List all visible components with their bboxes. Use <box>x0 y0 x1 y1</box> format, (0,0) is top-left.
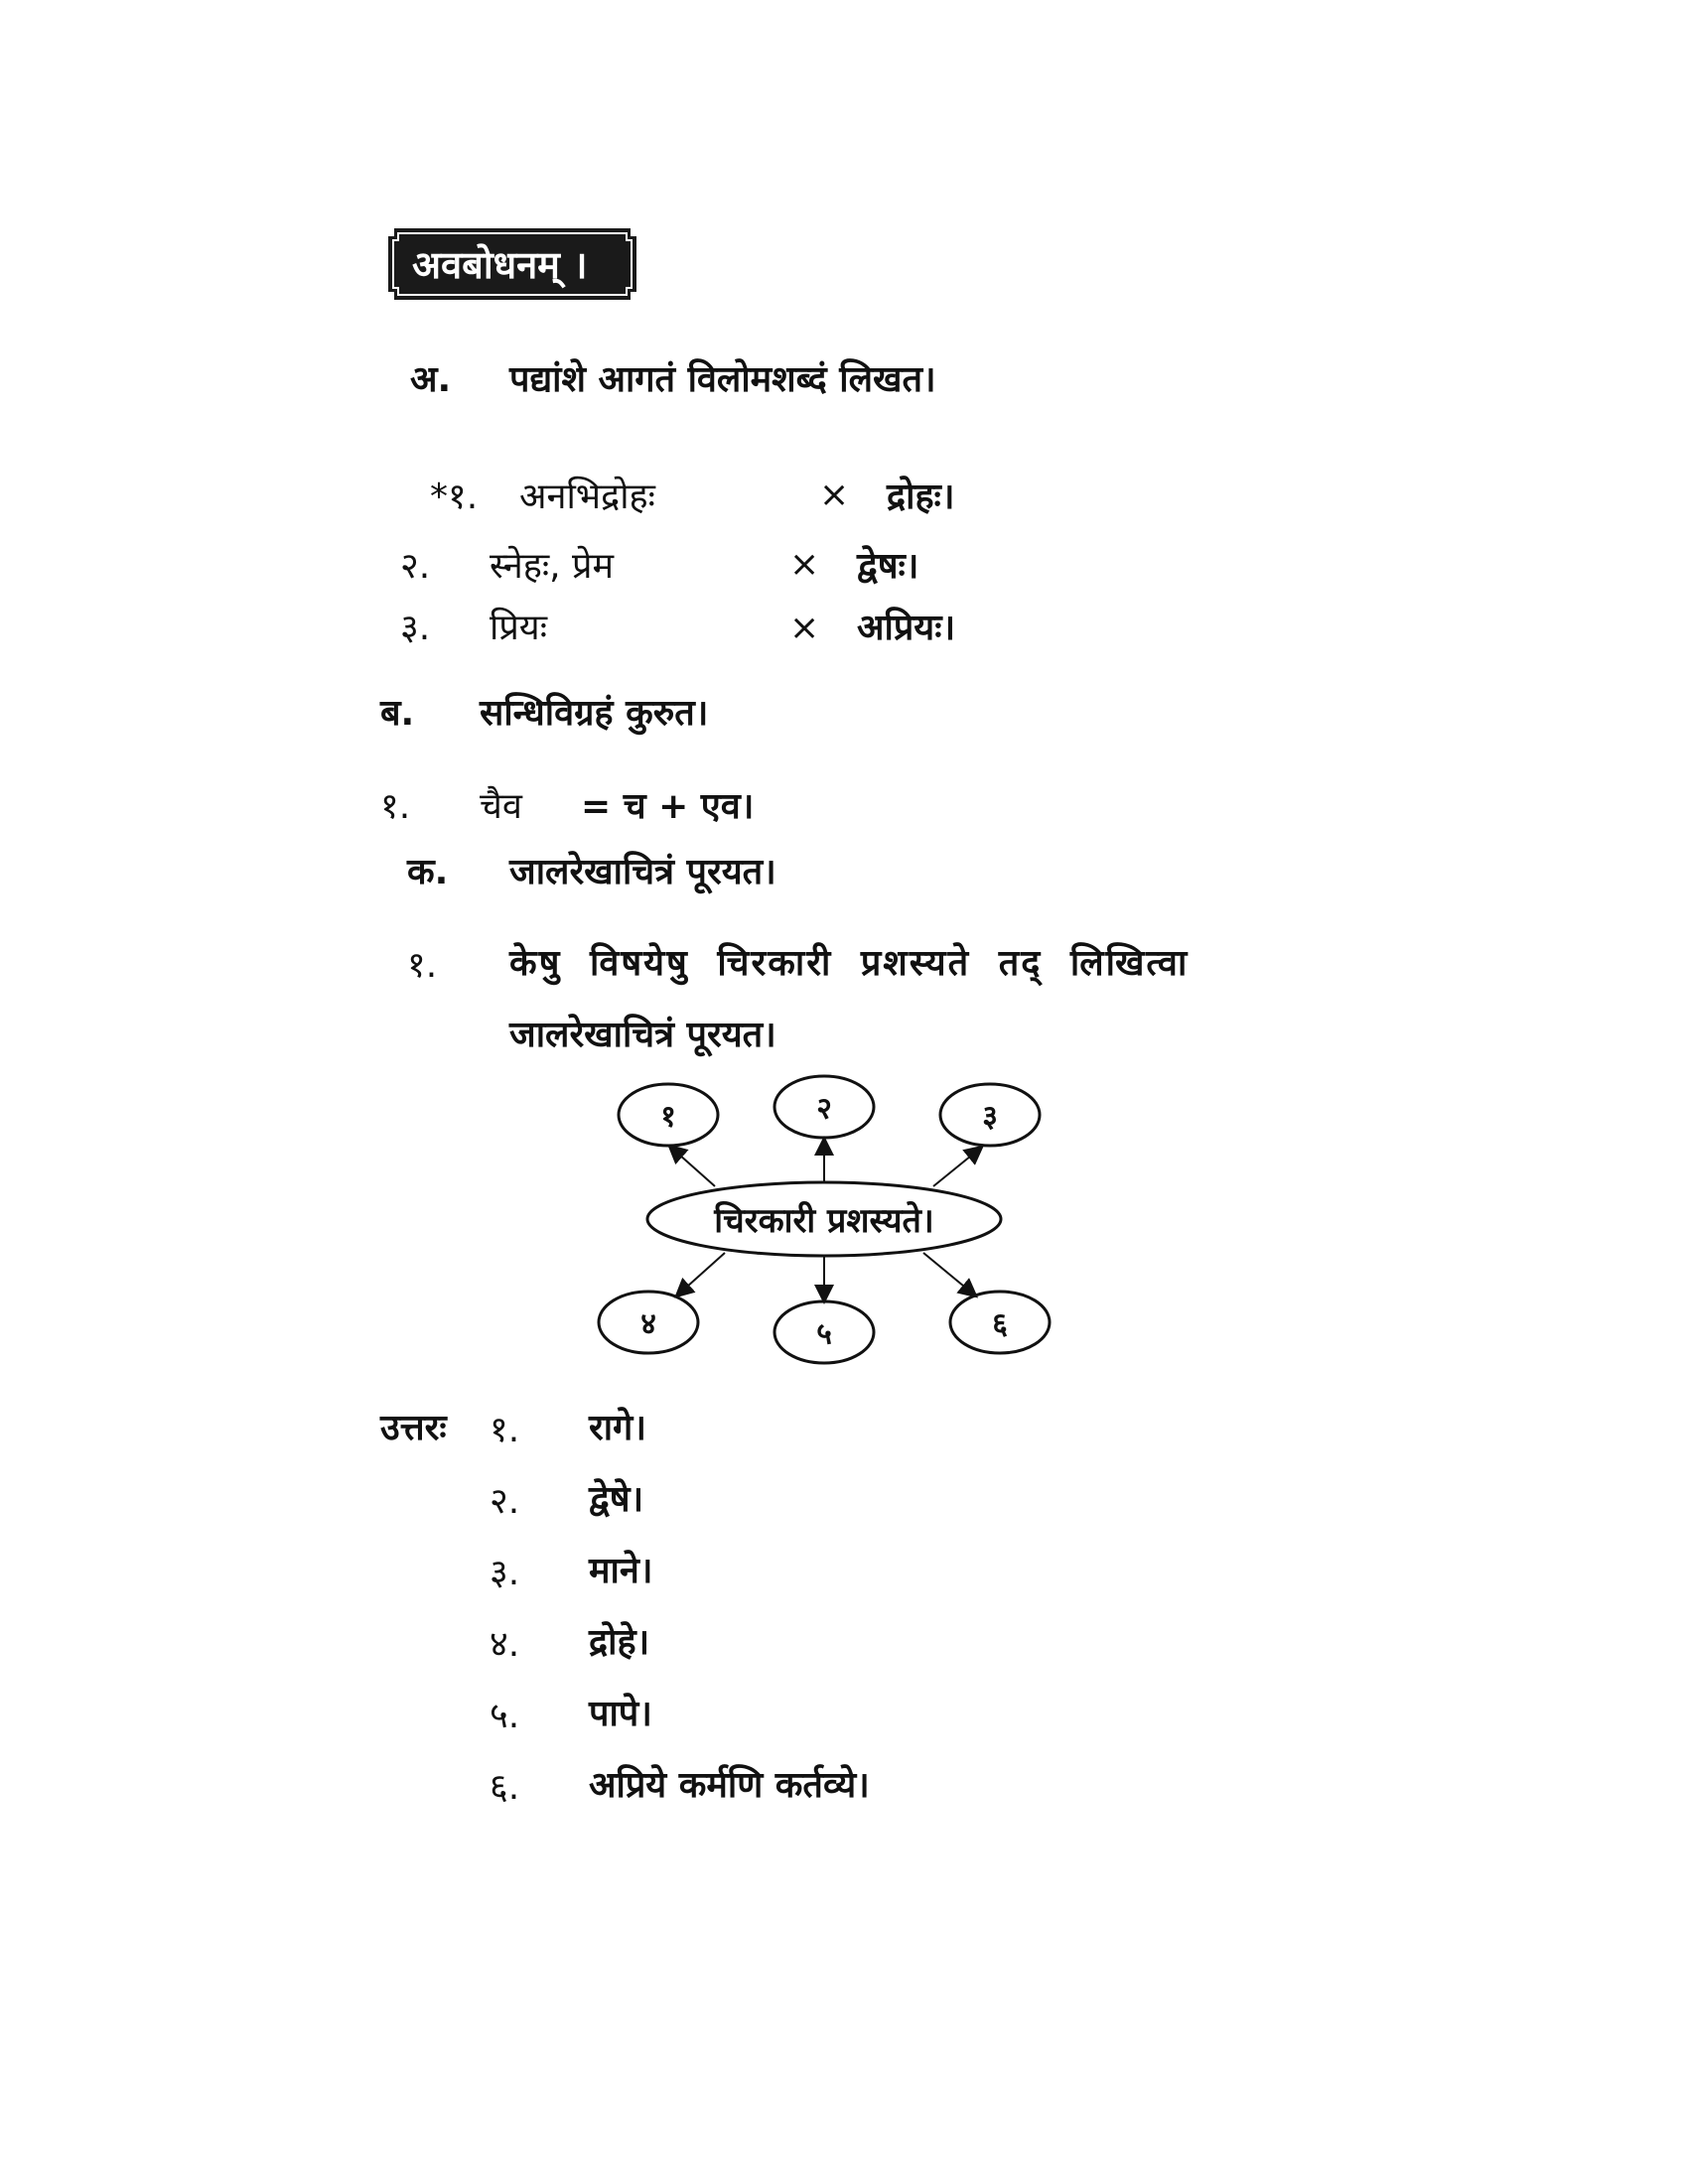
a-item-2-sep: × <box>789 544 820 585</box>
web-diagram <box>586 1067 1082 1385</box>
section-k-marker: क. <box>407 852 449 892</box>
section-b-marker: ब. <box>380 693 415 734</box>
section-a-marker: अ. <box>410 359 452 400</box>
a-item-2-num: २. <box>400 546 431 587</box>
a-item-3-num: ३. <box>400 608 431 648</box>
answer-5-text: पापे। <box>589 1694 652 1734</box>
section-b-instruction: सन्धिविग्रहं कुरुत। <box>480 693 709 734</box>
a-item-3-sep: × <box>789 608 820 648</box>
node-label-5: ५ <box>816 1316 832 1352</box>
answer-2-num: २. <box>490 1481 520 1522</box>
node-label-2: २ <box>816 1091 832 1127</box>
a-item-1-word: अनभिद्रोहः <box>519 477 655 517</box>
page-title: अवबोधनम् । <box>412 243 588 287</box>
answer-4-text: द्रोहे। <box>589 1622 650 1663</box>
answer-4-num: ४. <box>490 1624 520 1665</box>
answer-1-num: १. <box>490 1410 520 1450</box>
b-item-result: = च + एव। <box>581 786 755 827</box>
node-label-1: १ <box>660 1099 676 1135</box>
a-item-1-sep: × <box>819 475 850 515</box>
answer-5-num: ५. <box>490 1696 520 1736</box>
k-question-line-1: केषु विषयेषु चिरकारी प्रशस्यते तद् लिखित्वा <box>509 943 1190 984</box>
b-item-word: चैव <box>480 786 522 827</box>
a-item-2-word: स्नेहः, प्रेम <box>490 546 615 587</box>
answer-label: उत्तरः <box>380 1408 447 1448</box>
a-item-1-num: *१. <box>430 477 479 517</box>
a-item-3-opposite: अप्रियः। <box>857 608 956 648</box>
answer-3-text: माने। <box>589 1551 653 1591</box>
answer-2-text: द्वेषे। <box>589 1479 644 1520</box>
section-a-instruction: पद्यांशे आगतं विलोमशब्दं लिखत। <box>509 359 936 400</box>
node-label-4: ४ <box>640 1306 656 1342</box>
a-item-2-opposite: द्वेषः। <box>857 546 919 587</box>
answer-6-text: अप्रिये कर्मणि कर्तव्ये। <box>589 1765 870 1806</box>
k-question-line-2: जालरेखाचित्रं पूरयत। <box>509 1015 776 1055</box>
center-label: चिरकारी प्रशस्यते। <box>714 1201 934 1241</box>
b-item-num: १. <box>380 786 411 827</box>
a-item-3-word: प्रियः <box>490 608 547 648</box>
k-question-num: १. <box>407 945 438 986</box>
node-label-6: ६ <box>992 1306 1008 1342</box>
section-k-instruction: जालरेखाचित्रं पूरयत। <box>509 852 776 892</box>
section-heading-badge <box>384 224 640 304</box>
a-item-1-opposite: द्रोहः। <box>887 477 955 517</box>
node-label-3: ३ <box>982 1099 998 1135</box>
answer-3-num: ३. <box>490 1553 520 1593</box>
answer-6-num: ६. <box>490 1767 520 1808</box>
answer-1-text: रागे। <box>589 1408 646 1448</box>
